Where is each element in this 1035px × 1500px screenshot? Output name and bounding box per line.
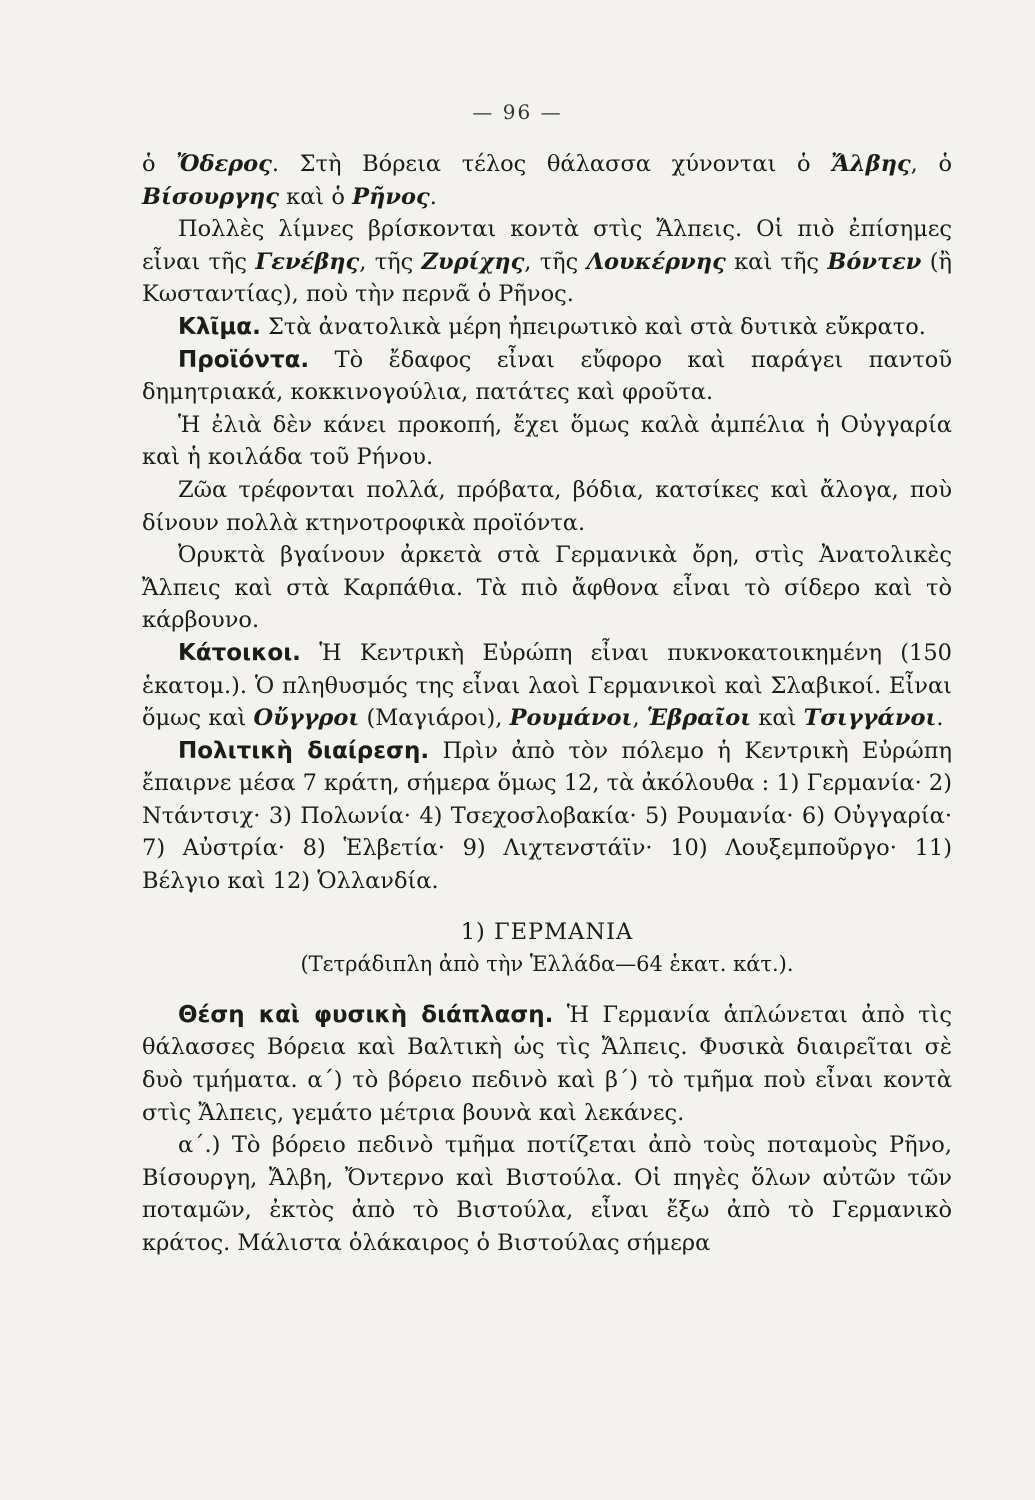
minerals-paragraph: Ὀρυκτὰ βγαίνουν ἀρκετὰ στὰ Γερμανικὰ ὄρη, στὶς Ἀνατολικὲς Ἄλπεις καὶ στὰ Καρπάθια. Τὰ πιὸ ἄφθονα εἶναι τὸ σίδερο καὶ τὸ κάρβουνο. (142, 542, 952, 634)
text-run: ὁ (142, 151, 177, 177)
river-elbe: Ἄλβης (831, 151, 911, 177)
lakes-paragraph (142, 213, 952, 311)
north-paragraph: α΄.) Τὸ βόρειο πεδινὸ τμῆμα ποτίζεται ἀπὸ τοὺς ποταμοὺς Ρῆνο, Βίσουργη, Ἄλβη, Ὄντερνο καὶ Βιστούλα. Οἱ πηγὲς ὅλων αὐτῶν τῶν ποταμῶν, ἐκτὸς ἀπὸ τὸ Βιστούλα, εἶναι ἔξω ἀπὸ τὸ Γερμανικὸ κράτος. Μάλιστα ὁλάκαιρος ὁ Βιστούλας σήμερα (142, 1132, 952, 1256)
text-run: . (429, 183, 437, 210)
lake-constance: Βόντεν (827, 248, 922, 275)
products-paragraph (142, 344, 952, 409)
inhabitants-heading: Κάτοικοι. (178, 639, 301, 666)
lake-zurich: Ζυρίχης (421, 248, 525, 275)
products-heading: Προϊόντα. (178, 346, 310, 373)
animals-paragraph: Ζῶα τρέφονται πολλά, πρόβατα, βόδια, κατσίκες καὶ ἄλογα, ποὺ δίνουν πολλὰ κτηνοτροφικὰ προϊόντα. (142, 476, 952, 536)
political-paragraph (142, 735, 952, 898)
olive-paragraph: Ἡ ἐλιὰ δὲν κάνει προκοπή, ἔχει ὅμως καλὰ ἀμπέλια ἡ Οὐγγαρία καὶ ἡ κοιλάδα τοῦ Ρήνου. (142, 411, 952, 471)
river-weser: Βίσουργης (142, 183, 279, 210)
position-text: Ἡ Γερμανία ἁπλώνεται ἀπὸ τὶς θάλασσες Βόρεια καὶ Βαλτικὴ ὡς τὶς Ἄλπεις. Φυσικὰ διαιρεῖται σὲ δυὸ τμήματα. α΄) τὸ βόρειο πεδινὸ καὶ β΄) τὸ τμῆμα ποὺ εἶναι κοντὰ στὶς Ἄλπεις, γεμάτο μέτρια βουνὰ καὶ λεκάνες. (142, 1001, 952, 1126)
climate-heading: Κλῖμα. (178, 313, 261, 340)
people-jews: Ἑβραῖοι (646, 705, 752, 732)
people-romanians: Ρουμάνοι (509, 705, 633, 732)
inhabitants-text: Ἡ Κεντρικὴ Εὐρώπη εἶναι πυκνοκατοικημένη (150 ἑκατομ.). Ὁ πληθυσμός της εἶναι λαοὶ Γερμανικοὶ καὶ Σλαβικοί. Εἶναι ὅμως καὶ (142, 639, 952, 732)
page-number: — 96 — (472, 100, 563, 124)
text-run: . Στὴ Βόρεια τέλος θάλασσα χύνονται ὁ (271, 151, 832, 177)
climate-paragraph (142, 311, 952, 344)
text-run: , τῆς (359, 248, 422, 275)
text-run: (ἢ Κωσταντίας), ποὺ τὴν περνᾶ ὁ Ρῆνος. (142, 248, 952, 308)
section-title: 1) ΓΕΡΜΑΝΙΑ (460, 918, 634, 945)
body-text (142, 148, 952, 1260)
rivers-paragraph (142, 148, 952, 213)
people-hungarians: Οὔγγροι (253, 705, 360, 732)
text-run: καὶ τῆς (725, 248, 828, 275)
text-run: καὶ (751, 705, 804, 732)
text-run: , (632, 705, 647, 732)
political-heading: Πολιτικὴ διαίρεση. (178, 737, 430, 764)
text-run: , τῆς (524, 248, 587, 275)
lake-lucerne: Λουκέρνης (586, 248, 726, 275)
people-roma: Τσιγγάνοι (803, 705, 937, 732)
political-text: Πρὶν ἀπὸ τὸν πόλεμο ἡ Κεντρικὴ Εὐρώπη ἔπαιρνε μέσα 7 κράτη, σήμερα ὅμως 12, τὰ ἀκόλουθα : 1) Γερμανία· 2) Ντάντσιχ· 3) Πολωνία· 4) Τσεχοσλοβακία· 5) Ρουμανία· 6) Οὐγγαρία· 7) Αὐστρία· 8) Ἑλβετία· 9) Λιχτενστάϊν· 10) Λουξεμποῦργο· 11) Βέλγιο καὶ 12) Ὁλλανδία. (142, 737, 953, 895)
position-paragraph (142, 999, 952, 1129)
inhabitants-paragraph (142, 637, 952, 735)
river-oder: Ὄδερος (176, 151, 272, 177)
text-run: , ὁ (910, 151, 952, 177)
text-run: . (936, 705, 944, 732)
river-rhine: Ρῆνος (352, 183, 430, 210)
text-run: Πολλὲς λίμνες βρίσκονται κοντὰ στὶς Ἄλπεις. Οἱ πιὸ ἐπίσημες εἶναι τῆς (142, 216, 952, 275)
climate-text: Στὰ ἀνατολικὰ μέρη ἠπειρωτικὸ καὶ στὰ δυτικὰ εὔκρατο. (260, 313, 926, 340)
position-heading: Θέση καὶ φυσικὴ διάπλαση. (178, 1001, 554, 1028)
lake-geneva: Γενέβης (255, 248, 360, 275)
section-subtitle: (Τετράδιπλη ἀπὸ τὴν Ἑλλάδα—64 ἑκατ. κάτ.). (300, 952, 794, 977)
text-run: (Μαγιάροι), (359, 705, 510, 732)
text-run: καὶ ὁ (279, 183, 353, 210)
products-text: Τὸ ἔδαφος εἶναι εὔφορο καὶ παράγει παντοῦ δημητριακά, κοκκινογούλια, πατάτες καὶ φροῦτα. (142, 346, 952, 406)
